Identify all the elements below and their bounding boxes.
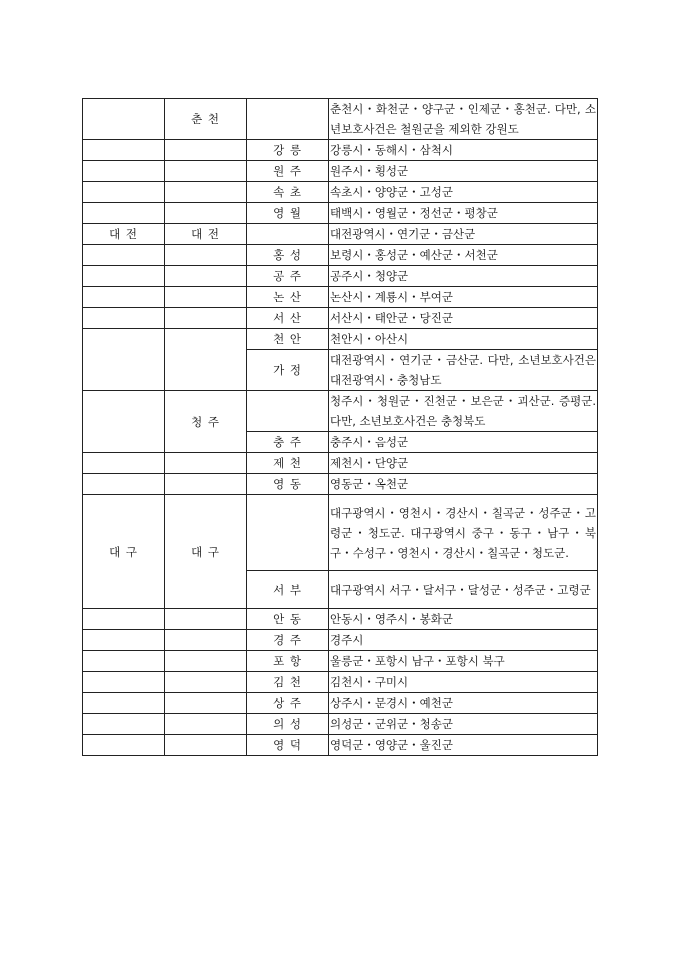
jurisdiction-cell: 상주시・문경시・예천군: [329, 693, 598, 714]
district-court-cell: [165, 714, 247, 735]
district-court-cell: [165, 140, 247, 161]
table-row: [83, 287, 598, 308]
court-cell: [83, 672, 165, 693]
district-court-cell: [165, 287, 247, 308]
court-cell: [83, 735, 165, 756]
jurisdiction-cell: 충주시・음성군: [329, 432, 598, 453]
court-cell: [83, 714, 165, 735]
table-row: [83, 672, 598, 693]
court-cell: [83, 266, 165, 287]
branch-court-cell: 안 동: [247, 609, 329, 630]
branch-court-cell: [247, 224, 329, 245]
table-row: [83, 651, 598, 672]
district-court-cell: [165, 329, 247, 391]
jurisdiction-cell: 원주시・횡성군: [329, 161, 598, 182]
jurisdiction-cell: 서산시・태안군・당진군: [329, 308, 598, 329]
court-cell: [83, 651, 165, 672]
branch-court-cell: 공 주: [247, 266, 329, 287]
branch-court-cell: 의 성: [247, 714, 329, 735]
branch-court-cell: 상 주: [247, 693, 329, 714]
district-court-cell: [165, 266, 247, 287]
table-row: [83, 245, 598, 266]
branch-court-cell: 포 항: [247, 651, 329, 672]
table-row: [83, 329, 598, 350]
district-court-cell: [165, 651, 247, 672]
table-row: [83, 224, 598, 245]
table-row: [83, 161, 598, 182]
branch-court-cell: 원 주: [247, 161, 329, 182]
branch-court-cell: 가 정: [247, 350, 329, 391]
district-court-cell: [165, 672, 247, 693]
branch-court-cell: [247, 495, 329, 571]
table-row: [83, 735, 598, 756]
court-cell: [83, 453, 165, 474]
table-row: [83, 714, 598, 735]
court-cell: [83, 308, 165, 329]
jurisdiction-cell: 영덕군・영양군・울진군: [329, 735, 598, 756]
court-cell: [83, 140, 165, 161]
table-row: [83, 630, 598, 651]
table-row: [83, 140, 598, 161]
table-row: [83, 99, 598, 140]
branch-court-cell: 서 산: [247, 308, 329, 329]
jurisdiction-cell: 춘천시・화천군・양구군・인제군・홍천군. 다만, 소년보호사건은 철원군을 제외한 강원도: [329, 99, 598, 140]
court-cell: [83, 609, 165, 630]
branch-court-cell: 논 산: [247, 287, 329, 308]
branch-court-cell: 제 천: [247, 453, 329, 474]
jurisdiction-cell: 경주시: [329, 630, 598, 651]
table-row: [83, 391, 598, 432]
jurisdiction-cell: 대전광역시・연기군・금산군. 다만, 소년보호사건은 대전광역시・충청남도: [329, 350, 598, 391]
jurisdiction-cell: 보령시・홍성군・예산군・서천군: [329, 245, 598, 266]
branch-court-cell: 영 덕: [247, 735, 329, 756]
jurisdiction-cell: 청주시・청원군・진천군・보은군・괴산군. 증평군. 다만, 소년보호사건은 충청북도: [329, 391, 598, 432]
district-court-cell: 춘 천: [165, 99, 247, 140]
branch-court-cell: 천 안: [247, 329, 329, 350]
jurisdiction-cell: 강릉시・동해시・삼척시: [329, 140, 598, 161]
branch-court-cell: 속 초: [247, 182, 329, 203]
jurisdiction-cell: 안동시・영주시・봉화군: [329, 609, 598, 630]
court-cell: [83, 391, 165, 453]
district-court-cell: [165, 453, 247, 474]
court-cell: [83, 182, 165, 203]
jurisdiction-cell: 대전광역시・연기군・금산군: [329, 224, 598, 245]
district-court-cell: 청 주: [165, 391, 247, 453]
branch-court-cell: [247, 391, 329, 432]
jurisdiction-cell: 공주시・청양군: [329, 266, 598, 287]
court-cell: [83, 474, 165, 495]
branch-court-cell: 강 릉: [247, 140, 329, 161]
district-court-cell: 대 구: [165, 495, 247, 609]
branch-court-cell: 경 주: [247, 630, 329, 651]
jurisdiction-cell: 대구광역시・영천시・경산시・칠곡군・성주군・고령군・청도군. 대구광역시 중구・동구・남구・북구・수성구・영천시・경산시・칠곡군・청도군.: [329, 495, 598, 571]
branch-court-cell: 영 월: [247, 203, 329, 224]
court-cell: [83, 99, 165, 140]
jurisdiction-table: [82, 98, 598, 756]
table-row: [83, 453, 598, 474]
jurisdiction-cell: 속초시・양양군・고성군: [329, 182, 598, 203]
table-row: [83, 203, 598, 224]
court-cell: 대 전: [83, 224, 165, 245]
branch-court-cell: 충 주: [247, 432, 329, 453]
table-row: [83, 308, 598, 329]
jurisdiction-cell: 천안시・아산시: [329, 329, 598, 350]
table-row: [83, 266, 598, 287]
district-court-cell: [165, 308, 247, 329]
court-cell: [83, 329, 165, 391]
table-row: [83, 182, 598, 203]
district-court-cell: [165, 245, 247, 266]
jurisdiction-cell: 울릉군・포항시 남구・포항시 북구: [329, 651, 598, 672]
district-court-cell: 대 전: [165, 224, 247, 245]
district-court-cell: [165, 182, 247, 203]
table-row: [83, 609, 598, 630]
table-row: [83, 474, 598, 495]
jurisdiction-cell: 의성군・군위군・청송군: [329, 714, 598, 735]
branch-court-cell: 영 동: [247, 474, 329, 495]
jurisdiction-cell: 태백시・영월군・정선군・평창군: [329, 203, 598, 224]
district-court-cell: [165, 735, 247, 756]
branch-court-cell: [247, 99, 329, 140]
jurisdiction-cell: 영동군・옥천군: [329, 474, 598, 495]
branch-court-cell: 서 부: [247, 571, 329, 609]
table-row: [83, 495, 598, 571]
court-cell: [83, 630, 165, 651]
branch-court-cell: 홍 성: [247, 245, 329, 266]
court-cell: 대 구: [83, 495, 165, 609]
court-cell: [83, 693, 165, 714]
court-cell: [83, 245, 165, 266]
jurisdiction-cell: 제천시・단양군: [329, 453, 598, 474]
district-court-cell: [165, 474, 247, 495]
jurisdiction-cell: 김천시・구미시: [329, 672, 598, 693]
jurisdiction-cell: 대구광역시 서구・달서구・달성군・성주군・고령군: [329, 571, 598, 609]
table-row: [83, 693, 598, 714]
district-court-cell: [165, 693, 247, 714]
jurisdiction-cell: 논산시・계룡시・부여군: [329, 287, 598, 308]
district-court-cell: [165, 630, 247, 651]
branch-court-cell: 김 천: [247, 672, 329, 693]
district-court-cell: [165, 161, 247, 182]
court-cell: [83, 161, 165, 182]
court-cell: [83, 287, 165, 308]
district-court-cell: [165, 609, 247, 630]
court-cell: [83, 203, 165, 224]
district-court-cell: [165, 203, 247, 224]
